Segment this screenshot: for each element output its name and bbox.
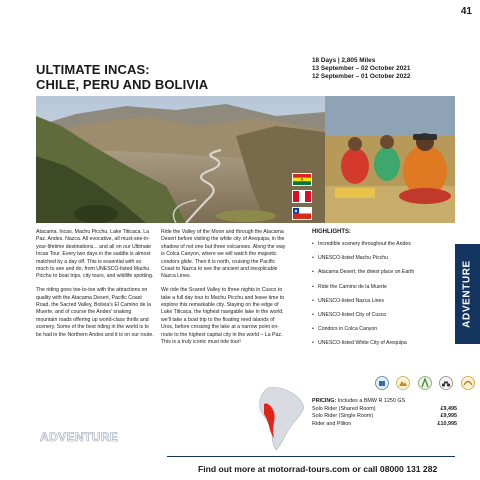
body-paragraph: The riding goes toe-to-toe with the attractions on quality with the Atacama Desert, Pacific Coast Road, the Sacred Valley, Bolivia's El Camino de la Muerte, and of course the Andes' snaking mountain roads offering up world-class thrills and scenery. Some of the best riding in the world is to be had in the Northern Andes and it is on our route. (36, 287, 154, 338)
tour-meta (312, 57, 410, 81)
highlights-list (312, 229, 452, 355)
highlight-item: • Ride the Camino de la Muerte (312, 283, 387, 290)
tour-duration: 18 Days | 2,805 Miles (312, 57, 376, 64)
bolivia-flag (292, 173, 312, 186)
highlight-item: • UNESCO-listed White City of Arequipa (312, 340, 407, 347)
peru-flag (292, 190, 312, 203)
uros-women-photo (325, 96, 455, 223)
pricing-heading: PRICING: Includes a BMW R 1250 GS (312, 398, 406, 404)
highlight-item: • Condors in Colca Canyon (312, 326, 378, 333)
body-column-1 (36, 229, 154, 345)
highlight-item: • Atacama Desert, the driest place on Earth (312, 269, 415, 276)
south-america-map (250, 386, 310, 452)
terrain-icon (396, 376, 410, 390)
page-title (36, 62, 208, 92)
highlight-item: • UNESCO-listed Nazca Lines (312, 297, 385, 304)
body-paragraph: We ride the Scared Valley to three nights in Cusco to take a full day tour to Machu Picchu and leave time to explore this remarkable city. Staying on the edge of Lake Titicaca, the highest navigable lake in the world, we'll take a boat trip to the floating reed islands of Uros, before crossing the lake at a narrow point en-route to the highest capital city in the world – La Paz. This is a truly iconic must ride tour! (161, 287, 285, 346)
pricing-box (312, 398, 457, 428)
price-row: Solo Rider (Shared Room) £9,495 (312, 405, 457, 412)
price-row: Solo Rider (Single Room) £9,995 (312, 413, 457, 420)
page-number: 41 (460, 6, 472, 17)
title-line-1: ULTIMATE INCAS: (36, 62, 150, 77)
body-paragraph: Atacama. Incas. Machu Picchu. Lake Titicaca. La Paz. Andes. Nazca. All evocative, all must-see-in-your-lifetime destinations... and all on our Ultimate Incas Tour. Every two days in the saddle is almost matched by a day off. This is essential with so much to see and do, from UNESCO-listed Machu Picchu to boat trips, city tours, and wildlife spotting. (36, 229, 154, 280)
footer-divider (167, 456, 455, 457)
hotel-icon (375, 376, 389, 390)
motorcycle-icon (439, 376, 453, 390)
section-side-tab (455, 244, 480, 344)
mountain-road-photo (36, 96, 325, 223)
road-icon (418, 376, 432, 390)
side-tab-label: ADVENTURE (461, 260, 473, 328)
tour-date-2: 12 September – 01 October 2022 (312, 73, 411, 80)
highlight-item: • Incredible scenery throughout the Andes (312, 241, 411, 247)
adventure-outline-label: ADVENTURE (40, 430, 119, 444)
body-column-2 (161, 229, 286, 353)
highlight-item: • UNESCO-listed Machu Picchu (312, 255, 389, 262)
highlight-item: • UNESCO-listed City of Cusco (312, 311, 387, 318)
tour-date-1: 13 September – 02 October 2021 (312, 65, 411, 72)
body-paragraph: Ride the Valley of the Moon and through the Atacama Desert before visiting the white city of Arequipa, in the shadow of not one but three volcanoes. Along the way is Colca Canyon, where we will watch the majestic condors glide. Then it is north, cruising the Pacific Coast to Nazca to see the ancient and inexplicable Nazca Lines. (161, 229, 286, 280)
price-row: Rider and Pillion £10,995 (312, 420, 457, 427)
chile-flag (292, 207, 312, 220)
difficulty-icon (461, 376, 475, 390)
footer-contact: Find out more at motorrad-tours.com or call 08000 131 282 (198, 464, 438, 474)
tour-icons-row (375, 376, 478, 390)
highlights-title: HIGHLIGHTS: (312, 229, 351, 235)
title-line-2: CHILE, PERU AND BOLIVIA (36, 77, 209, 92)
